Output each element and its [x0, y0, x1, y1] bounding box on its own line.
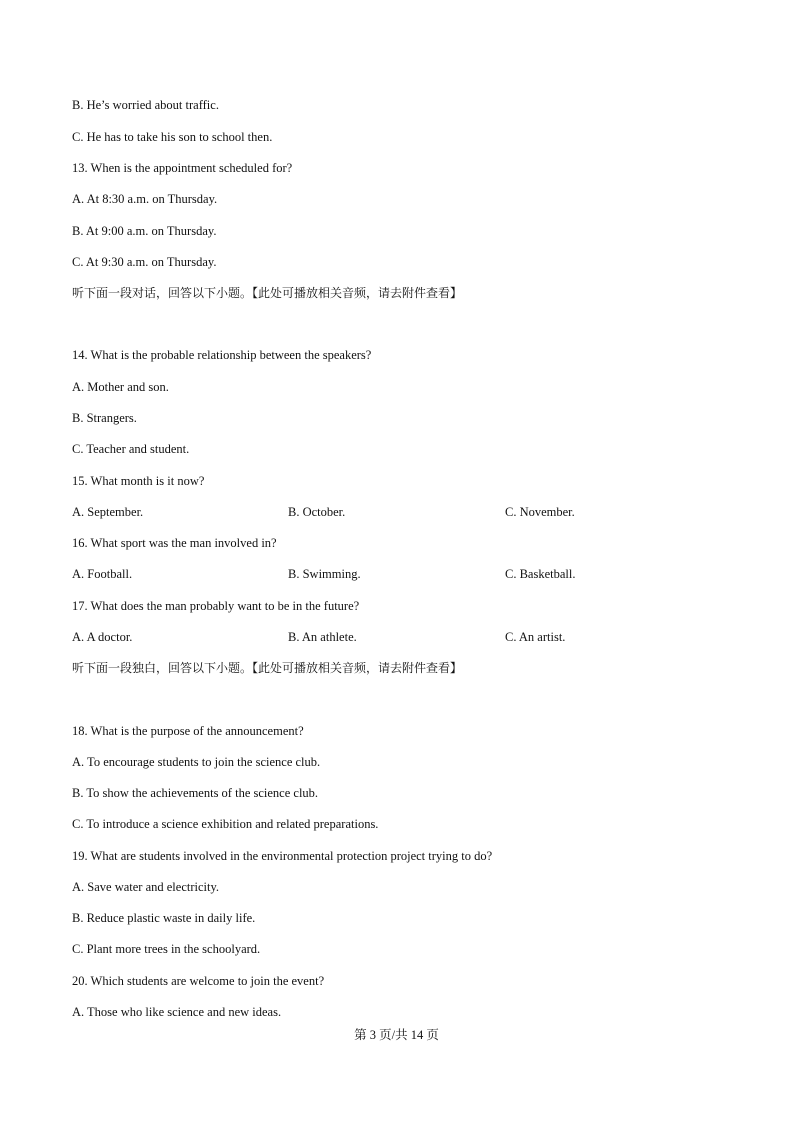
option-15c: C. November. — [505, 505, 575, 519]
option-13a: A. At 8:30 a.m. on Thursday. — [72, 192, 218, 206]
option-13c: C. At 9:30 a.m. on Thursday. — [72, 255, 217, 269]
question-20: 20. Which students are welcome to join the event? — [72, 974, 325, 988]
option-19c: C. Plant more trees in the schoolyard. — [72, 942, 261, 956]
options-17 — [72, 629, 732, 645]
option-16a: A. Football. — [72, 567, 133, 581]
option-17a: A. A doctor. — [72, 630, 133, 644]
option-19a: A. Save water and electricity. — [72, 880, 220, 894]
option-15b: B. October. — [288, 505, 346, 519]
question-13: 13. When is the appointment scheduled for? — [72, 161, 293, 175]
question-19: 19. What are students involved in the environmental protection project trying to do? — [72, 849, 493, 863]
question-15: 15. What month is it now? — [72, 474, 205, 488]
option-17c: C. An artist. — [505, 630, 566, 644]
page-footer: 第 3 页/共 14 页 — [354, 1028, 439, 1042]
option-20a: A. Those who like science and new ideas. — [72, 1005, 282, 1019]
option-17b: B. An athlete. — [288, 630, 357, 644]
option-18a: A. To encourage students to join the science club. — [72, 755, 321, 769]
question-17: 17. What does the man probably want to be in the future? — [72, 599, 360, 613]
options-16 — [72, 566, 732, 582]
line-12b: B. He’s worried about traffic. — [72, 98, 219, 112]
option-18b: B. To show the achievements of the science club. — [72, 786, 319, 800]
question-16: 16. What sport was the man involved in? — [72, 536, 277, 550]
line-12c: C. He has to take his son to school then. — [72, 130, 273, 144]
options-15 — [72, 504, 732, 520]
option-16b: B. Swimming. — [288, 567, 361, 581]
option-14b: B. Strangers. — [72, 411, 137, 425]
option-18c: C. To introduce a science exhibition and related preparations. — [72, 817, 379, 831]
option-19b: B. Reduce plastic waste in daily life. — [72, 911, 256, 925]
option-14c: C. Teacher and student. — [72, 442, 190, 456]
instruction-dialogue: 听下面一段对话，回答以下小题。【此处可播放相关音频，请去附件查看】 — [72, 286, 463, 300]
instruction-monologue: 听下面一段独白，回答以下小题。【此处可播放相关音频，请去附件查看】 — [72, 661, 463, 675]
question-14: 14. What is the probable relationship between the speakers? — [72, 348, 372, 362]
option-15a: A. September. — [72, 505, 144, 519]
option-16c: C. Basketball. — [505, 567, 576, 581]
question-18: 18. What is the purpose of the announcement? — [72, 724, 304, 738]
option-14a: A. Mother and son. — [72, 380, 169, 394]
option-13b: B. At 9:00 a.m. on Thursday. — [72, 224, 217, 238]
